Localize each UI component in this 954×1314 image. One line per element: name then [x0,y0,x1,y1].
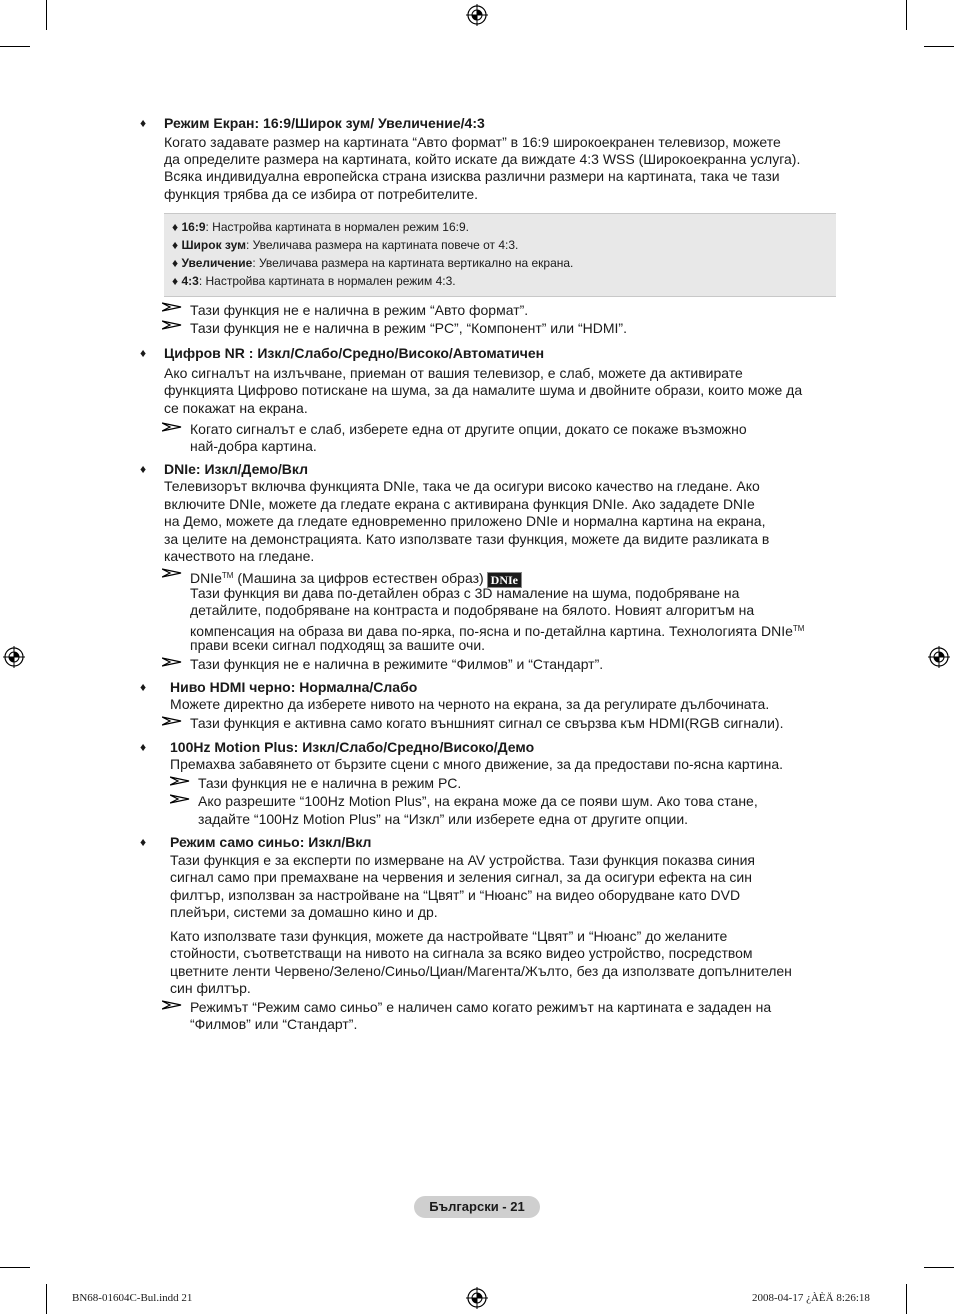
body-line: функция трябва да се избира от потребителите. [164,186,479,202]
registration-mark-icon [466,1287,488,1309]
body-line: Премахва забавянето от бързите сцени с много движение, за да предостави по-ясна картина. [170,756,783,772]
note-line: Тази функция е активна само когато външният сигнал се свързва към HDMI(RGB сигнали). [190,715,784,731]
note-arrow-icon [162,1000,182,1010]
note-line: Тази функция ви дава по-детайлен образ с 3D намаление на шума, подобряване на [190,585,740,601]
body-line: син филтър. [170,980,251,996]
footer-file-info: BN68-01604C-Bul.indd 21 [72,1292,193,1304]
info-box-line [172,274,456,288]
section-heading: Цифров NR : Изкл/Слабо/Средно/Високо/Автоматичен [164,345,545,361]
info-box-desc: : Увеличава размера на картината вертикално на екрана. [252,256,574,270]
body-line: включите DNIe, можете да гледате екрана с активирана функция DNIe. Ако зададете DNIe [164,496,755,512]
note-line: Тази функция не е налична в режим “PC”, “Компонент” или “HDMI”. [190,320,627,336]
note-line: Когато сигналът е слаб, изберете една от другите опции, докато се покаже възможно [190,421,747,437]
body-line: Можете директно да изберете нивото на черното на екрана, за да регулирате дълбочината. [170,696,770,712]
registration-mark-icon [3,646,25,668]
note-line: детайлите, подобряване на контраста и подобряване на бялото. Новият алгоритъм на [190,602,755,618]
trademark-sup: TM [221,571,234,580]
bullet-icon: ♦ [172,256,179,270]
body-line: цветните ленти Червено/Зелено/Синьо/Циан/Магента/Жълто, без да използвате допълнителен [170,963,792,979]
note-arrow-icon [162,302,182,312]
note-arrow-icon [162,716,182,726]
section-heading: Режим само синьо: Изкл/Вкл [170,834,372,850]
bullet-icon: ♦ [172,274,179,288]
body-line: Като използвате тази функция, можете да настройвате “Цвят” и “Нюанс” до желаните [170,928,728,944]
info-box-term: Увеличение [181,256,253,270]
bullet-icon: ♦ [140,835,147,849]
bullet-icon: ♦ [140,462,147,476]
registration-mark-icon [466,4,488,26]
footer-timestamp: 2008-04-17 ¿ÀÈÄ 8:26:18 [752,1292,870,1304]
info-box-line [172,220,469,234]
note-line: Тази функция не е налична в режимите “Филмов” и “Стандарт”. [190,656,604,672]
bullet-icon: ♦ [172,220,179,234]
crop-mark [0,1267,30,1268]
registration-mark-icon [928,646,950,668]
info-box-line [172,256,573,270]
body-line: за целите на демонстрацията. Като използвате тази функция, можете да видите разликата в [164,531,770,547]
bullet-icon: ♦ [172,238,179,252]
note-line: “Филмов” или “Стандарт”. [190,1016,358,1032]
note-arrow-icon [170,794,190,804]
crop-mark [0,46,30,47]
page-number-label: Български - 21 [414,1196,540,1218]
note-line-text: компенсация на образа ви дава по-ярка, по-ясна и по-детайлна картина. Технологията DNIe [190,623,793,639]
bullet-icon: ♦ [140,116,147,130]
body-line: Когато задавате размер на картината “Авто формат” в 16:9 широкоекранен телевизор, можете [164,134,781,150]
note-arrow-icon [162,657,182,667]
crop-mark [906,0,907,30]
info-box-term: 16:9 [181,220,206,234]
note-line: най-добра картина. [190,438,317,454]
body-line: качеството на гледане. [164,548,315,564]
bullet-icon: ♦ [140,680,147,694]
body-line: Всяка индивидуална европейска страна изисква различни размери на картината, така че тази [164,168,780,184]
note-line: Режимът “Режим само синьо” е наличен само когато режимът на картината е зададен на [190,999,772,1015]
note-line: задайте “100Hz Motion Plus” на “Изкл” или изберете една от другите опции. [198,811,689,827]
body-line: Тази функция е за експерти по измерване на AV устройства. Тази функция показва синия [170,852,755,868]
body-line: се покажат на екрана. [164,400,308,416]
crop-mark [924,46,954,47]
info-box-desc: : Увеличава размера на картината повече от 4:3. [245,238,519,252]
trademark-sup: TM [792,624,805,633]
body-line: филтър, използван за настройване на “Цвят” и “Нюанс” на видео оборудване като DVD [170,887,741,903]
note-arrow-icon [162,320,182,330]
body-line: стойности, съответстващи на нивото на сигнала за всяко видео устройство, посредством [170,945,753,961]
body-line: Ако сигналът на излъчване, приеман от вашия телевизор, е слаб, можете да активирате [164,365,743,381]
crop-mark [924,1267,954,1268]
body-line: функцията Цифрово потискане на шума, за да намалите шума и двойните образи, които може да [164,382,803,398]
info-box-line [172,238,518,252]
info-box-desc: : Настройва картината в нормален режим 4:3. [198,274,456,288]
dnie-label-rest: (Машина за цифров естествен образ) [233,570,484,586]
crop-mark [906,1284,907,1314]
bullet-icon: ♦ [140,740,147,754]
dnie-label: DNIe [190,570,222,586]
section-heading: 100Hz Motion Plus: Изкл/Слабо/Средно/Високо/Демо [170,739,535,755]
info-box-term: 4:3 [181,274,199,288]
body-line: плейъри, системи за домашно кино и др. [170,904,438,920]
note-line: Тази функция не е налична в режим PC. [198,775,462,791]
bullet-icon: ♦ [140,346,147,360]
note-arrow-icon [162,422,182,432]
note-arrow-icon [170,776,190,786]
info-box-term: Широк зум [181,238,246,252]
info-box-desc: : Настройва картината в нормален режим 16:9. [205,220,469,234]
body-line: на Демо, можете да гледате едновременно приложено DNIe и нормална картина на екрана, [164,513,766,529]
body-line: Телевизорът включва функцията DNIe, така че да осигури високо качество на гледане. Ако [164,478,760,494]
dnie-logo: DNIe [487,572,522,588]
section-heading: DNIe: Изкл/Демо/Вкл [164,461,308,477]
note-arrow-icon [162,568,182,578]
section-heading: Режим Екран: 16:9/Широк зум/ Увеличение/4:3 [164,115,485,131]
note-line: Тази функция не е налична в режим “Авто формат”. [190,302,529,318]
crop-mark [46,1284,47,1314]
section-heading: Ниво HDMI черно: Нормална/Слабо [170,679,418,695]
note-line: Ако разрешите “100Hz Motion Plus”, на екрана може да се появи шум. Ако това стане, [198,793,758,809]
note-line: прави всеки сигнал подходящ за вашите очи. [190,637,486,653]
crop-mark [46,0,47,30]
body-line: да определите размера на картината, който искате да виждате 4:3 WSS (Широкоекранна услуга). [164,151,801,167]
body-line: сигнал само при премахване на червения и зеления сигнал, за да осигури ефекта на син [170,869,752,885]
